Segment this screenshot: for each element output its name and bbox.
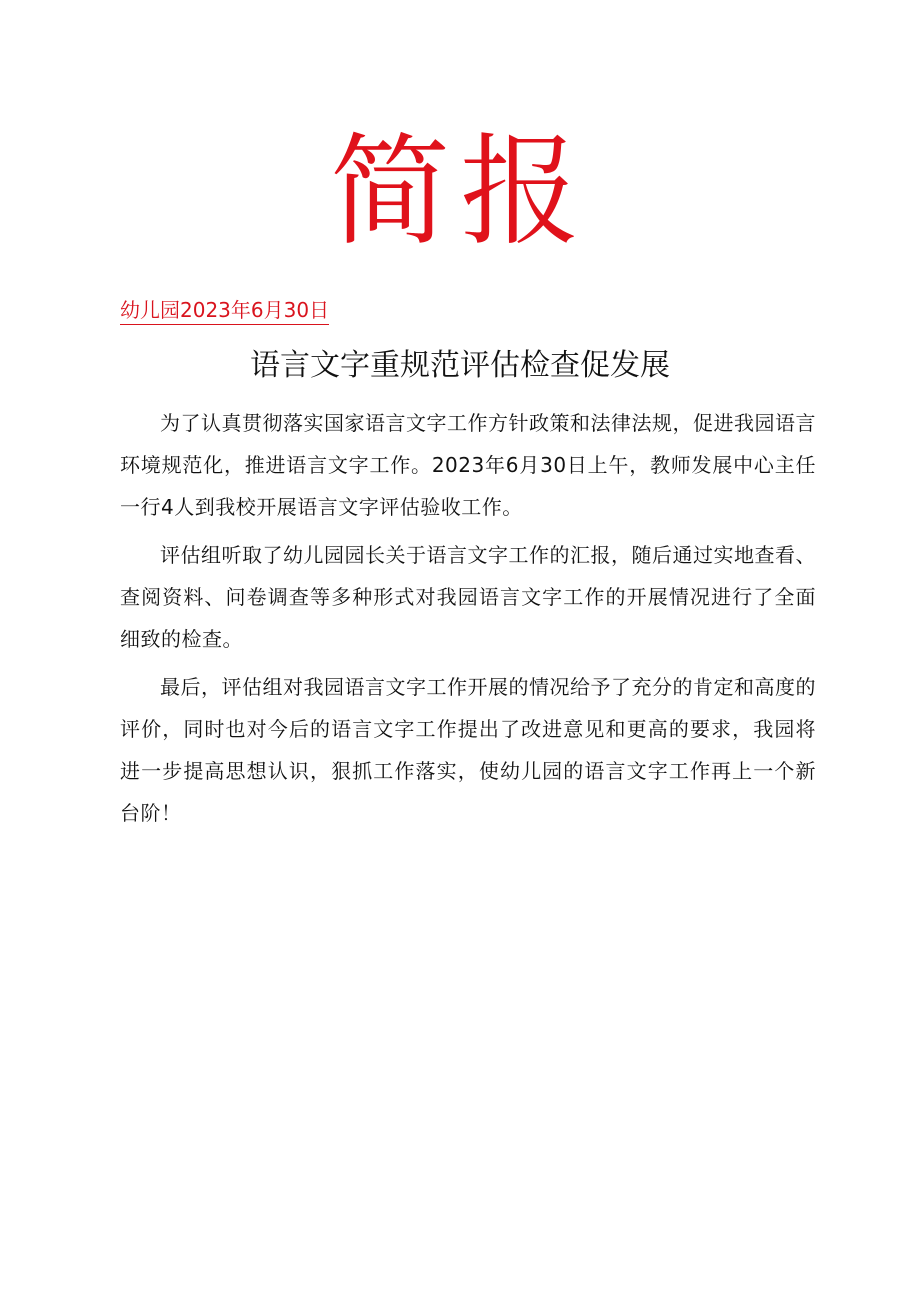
dateline: 幼儿园2023年6月30日 [120,296,329,325]
paragraph: 评估组听取了幼儿园园长关于语言文字工作的汇报，随后通过实地查看、查阅资料、问卷调查等多种形式对我园语言文字工作的开展情况进行了全面细致的检查。 [120,543,816,651]
masthead-title: 简报 [330,123,590,262]
paragraph: 最后，评估组对我园语言文字工作开展的情况给予了充分的肯定和高度的评价，同时也对今后的语言文字工作提出了改进意见和更高的要求，我园将进一步提高思想认识，狠抓工作落实，使幼儿园的语言文字工作再上一个新台阶！ [120,675,816,825]
paragraph: 为了认真贯彻落实国家语言文字工作方针政策和法律法规，促进我园语言环境规范化，推进语言文字工作。2023年6月30日上午，教师发展中心主任一行4人到我校开展语言文字评估验收工作。 [120,411,816,519]
article-headline: 语言文字重规范评估检查促发展 [250,348,670,383]
article-body [120,402,816,840]
